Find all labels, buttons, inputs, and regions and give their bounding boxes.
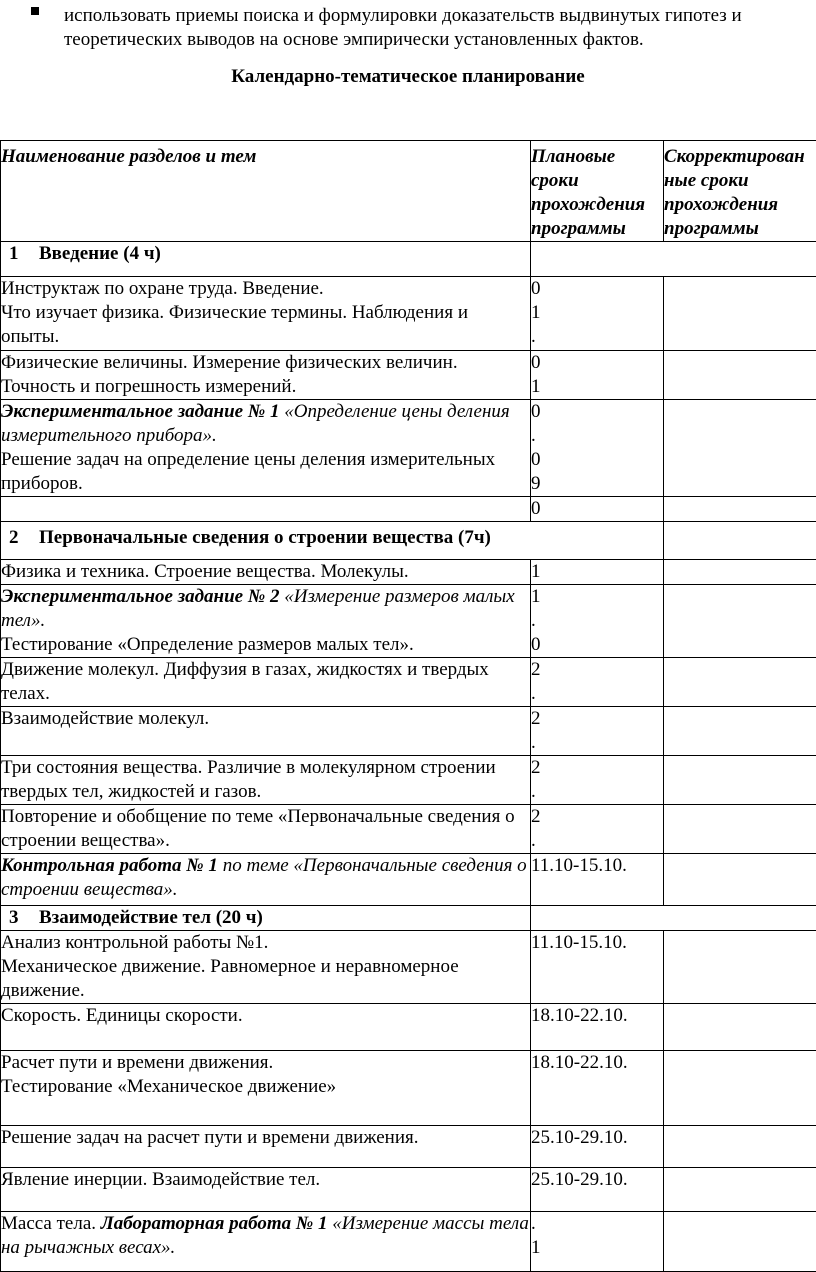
corrected-date-cell (664, 560, 816, 585)
topic-cell: Повторение и обобщение по теме «Первоначальные сведения о строении вещества». (1, 805, 531, 854)
section-title: 2 Первоначальные сведения о строении вещества (7ч) (1, 522, 664, 560)
date-cell: 11.10-15.10. (531, 854, 664, 906)
section-row (1, 242, 816, 277)
table-row (1, 585, 816, 658)
corrected-date-cell (664, 1126, 816, 1168)
topic-cell: Решение задач на расчет пути и времени движения. (1, 1126, 531, 1168)
table-row (1, 277, 816, 351)
corrected-date-cell (664, 351, 816, 400)
topic-cell (1, 497, 531, 522)
corrected-date-cell (664, 1212, 816, 1272)
topic-cell: Масса тела. Лабораторная работа № 1 «Измерение массы тела на рычажных весах». (1, 1212, 531, 1272)
date-cell: 1 (531, 560, 664, 585)
corrected-date-cell (664, 1004, 816, 1051)
bullet-text: использовать приемы поиска и формулировки доказательств выдвинутых гипотез и теоретических выводов на основе эмпирически установленных фактов. (64, 4, 816, 52)
corrected-date-cell (664, 277, 816, 351)
square-bullet-icon (31, 7, 39, 15)
section-row (1, 906, 816, 931)
table-row (1, 1004, 816, 1051)
table-row (1, 497, 816, 522)
topic-cell: Инструктаж по охране труда. Введение. Что изучает физика. Физические термины. Наблюдения и опыты. (1, 277, 531, 351)
table-header-row (1, 141, 816, 242)
date-cell: 2 . (531, 707, 664, 756)
date-cell: 2 . (531, 756, 664, 805)
corrected-date-cell (664, 400, 816, 497)
date-cell: 25.10-29.10. (531, 1126, 664, 1168)
corrected-date-cell (664, 854, 816, 906)
bullet-item (28, 4, 816, 52)
table-row (1, 707, 816, 756)
topic-cell: Контрольная работа № 1 по теме «Первоначальные сведения о строении вещества». (1, 854, 531, 906)
table-row (1, 756, 816, 805)
table-row (1, 1051, 816, 1126)
corrected-date-cell (664, 658, 816, 707)
section-title: 1 Введение (4 ч) (1, 242, 531, 277)
corrected-date-cell (664, 756, 816, 805)
topic-cell: Явление инерции. Взаимодействие тел. (1, 1168, 531, 1212)
date-cell: 0 1 . (531, 277, 664, 351)
corrected-date-cell (664, 931, 816, 1004)
section-row (1, 522, 816, 560)
header-corrected: Скорректирован ные сроки прохождения программы (664, 141, 816, 242)
corrected-date-cell (664, 497, 816, 522)
table-row (1, 1212, 816, 1272)
date-cell: . 1 (531, 1212, 664, 1272)
header-planned: Плановые сроки прохождения программы (531, 141, 664, 242)
date-cell: 1 . 0 (531, 585, 664, 658)
date-cell: 18.10-22.10. (531, 1004, 664, 1051)
header-topic: Наименование разделов и тем (1, 141, 531, 242)
table-row (1, 400, 816, 497)
date-cell: 2 . (531, 805, 664, 854)
table-row (1, 1126, 816, 1168)
topic-cell: Экспериментальное задание № 2 «Измерение размеров малых тел». Тестирование «Определение размеров малых тел». (1, 585, 531, 658)
table-row (1, 931, 816, 1004)
date-cell: 0 . 0 9 (531, 400, 664, 497)
topic-cell: Анализ контрольной работы №1. Механическое движение. Равномерное и неравномерное движение. (1, 931, 531, 1004)
corrected-date-cell (664, 585, 816, 658)
date-cell: 0 1 (531, 351, 664, 400)
page-heading: Календарно-тематическое планирование (0, 65, 816, 89)
table-row (1, 560, 816, 585)
date-cell: 25.10-29.10. (531, 1168, 664, 1212)
corrected-date-cell (664, 707, 816, 756)
topic-cell: Скорость. Единицы скорости. (1, 1004, 531, 1051)
table-row (1, 658, 816, 707)
table-row (1, 351, 816, 400)
table-row (1, 1168, 816, 1212)
topic-cell: Взаимодействие молекул. (1, 707, 531, 756)
section-title: 3 Взаимодействие тел (20 ч) (1, 906, 531, 931)
topic-cell: Физические величины. Измерение физических величин. Точность и погрешность измерений. (1, 351, 531, 400)
corrected-date-cell (664, 1168, 816, 1212)
topic-cell: Три состояния вещества. Различие в молекулярном строении твердых тел, жидкостей и газов. (1, 756, 531, 805)
date-cell: 0 (531, 497, 664, 522)
date-cell: 11.10-15.10. (531, 931, 664, 1004)
topic-cell: Экспериментальное задание № 1 «Определение цены деления измерительного прибора». Решение задач на определение цены деления измерительных приборов. (1, 400, 531, 497)
corrected-date-cell (664, 805, 816, 854)
table-row (1, 805, 816, 854)
date-cell: 2 . (531, 658, 664, 707)
topic-cell: Физика и техника. Строение вещества. Молекулы. (1, 560, 531, 585)
corrected-date-cell (664, 1051, 816, 1126)
topic-cell: Движение молекул. Диффузия в газах, жидкостях и твердых телах. (1, 658, 531, 707)
planning-table (0, 140, 816, 1272)
date-cell: 18.10-22.10. (531, 1051, 664, 1126)
table-row (1, 854, 816, 906)
topic-cell: Расчет пути и времени движения. Тестирование «Механическое движение» (1, 1051, 531, 1126)
